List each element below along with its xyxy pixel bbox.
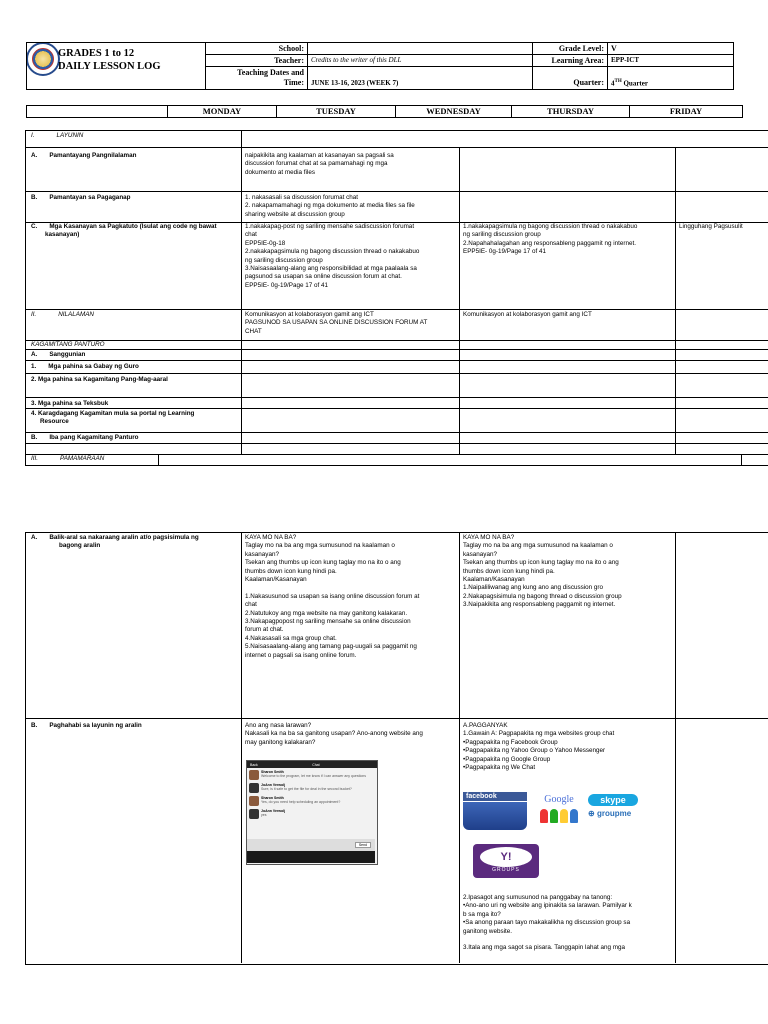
days-header bbox=[26, 105, 743, 118]
friday-mga-kasanayan: Lingguhang Pagsusulit bbox=[679, 223, 743, 230]
chat-message: Sharon Smith Welcome to the program, let me know if I can answer any questions bbox=[249, 770, 375, 780]
wednesday-mga-kasanayan: 1.nakakapagsimula ng bagong discussion thread o nakakabuo ng sariling discussion group 2.Napahahalagahan ang responsableng paggamit ng internet. EPP5IE- 0g-19/Page 17 of 41 bbox=[463, 223, 638, 256]
title-line-2: DAILY LESSON LOG bbox=[58, 61, 161, 72]
chat-messages bbox=[247, 768, 377, 821]
skype-logo: skype bbox=[588, 794, 638, 806]
monday-nilalaman: Komunikasyon at kolaborasyon gamit ang ICT PAGSUNOD SA USAPAN SA ONLINE DISCUSSION FORUM AT CHAT bbox=[245, 311, 428, 335]
day-wednesday: WEDNESDAY bbox=[396, 106, 512, 118]
groups-label: GROUPS bbox=[492, 867, 520, 873]
people-group-icon bbox=[537, 809, 581, 823]
row-gabay-ng-guro: 1. Mga pahina sa Gabay ng Guro bbox=[31, 363, 139, 370]
row-kagamitang-pang-mag-aaral: 2. Mga pahina sa Kagamitang Pang-Mag-aaral bbox=[31, 376, 168, 383]
row-paghahabi: B. Paghahabi sa layunin ng aralin bbox=[31, 722, 142, 729]
chat-input-bar bbox=[247, 839, 375, 851]
row-iba-pang-kagamitan: B. Iba pang Kagamitang Panturo bbox=[31, 434, 139, 441]
wednesday-balik-aral: KAYA MO NA BA? Taglay mo na ba ang mga sumusunod na kaalaman o kasanayan? Tsekan ang thumbs up icon kung taglay mo na ito o ang thumbs down icon kung hindi pa. Kaalaman/Kasanayan 1.Naipaliliwanag ang kung ano ang discussion gro 2.Nakapagsisimula ng bagong thread o discussion group 3.Naipakikita ang responsableng paggamit ng internet. bbox=[463, 534, 622, 609]
header-table bbox=[26, 42, 734, 90]
monday-balik-aral: KAYA MO NA BA? Taglay mo na ba ang mga sumusunod na kaalaman o kasanayan? Tsekan ang thumbs up icon kung taglay mo na ito o ang thumbs down icon kung hindi pa. Kaalaman/Kasanayan 1.Nakasusunod sa usapan sa isang online discussion forum at chat 2.Natutukoy ang mga website na may ganitong kalakaran. 3.Nakapagpopost ng sariling mensahe sa online discussion forum at chat. 4.Nakasasali sa mga group chat. 5.Naisasaalang-alang ang tamang pag-uugali sa paggamit ng internet o pagsali sa isang online forum. bbox=[245, 534, 420, 659]
row-teksbuk: 3. Mga pahina sa Teksbuk bbox=[31, 400, 109, 407]
row-balik-aral: A. Balik-aral sa nakaraang aralin at/o pagsisimula ng bagong aralin bbox=[31, 534, 199, 550]
avatar bbox=[249, 783, 259, 793]
google-group-image bbox=[537, 794, 581, 836]
procedure-table bbox=[25, 532, 768, 963]
row-mga-kasanayan: C. Mga Kasanayan sa Pagkatuto (Isulat ang code ng bawat kasanayan) bbox=[31, 223, 217, 239]
send-button: Send bbox=[355, 842, 371, 848]
quarter-label: Quarter: bbox=[533, 67, 608, 90]
teaching-dates-value: JUNE 13-16, 2023 (WEEK 7) bbox=[308, 67, 533, 90]
phone-nav-bar bbox=[247, 851, 375, 863]
avatar bbox=[249, 796, 259, 806]
row-karagdagang-kagamitan: 4. Karagdagang Kagamitan mula sa portal ng Learning Resource bbox=[31, 410, 195, 426]
yahoo-logo: Y! bbox=[480, 847, 532, 867]
day-thursday: THURSDAY bbox=[512, 106, 630, 118]
skype-groupme-image bbox=[588, 794, 644, 830]
day-monday: MONDAY bbox=[168, 106, 277, 118]
avatar bbox=[249, 809, 259, 819]
teacher-label: Teacher: bbox=[206, 55, 308, 67]
facebook-logo: facebook bbox=[463, 792, 527, 801]
chat-header: Back Chat bbox=[247, 761, 377, 768]
monday-pamantayan-sa-pagaganap: 1. nakasasali sa discussion forumat chat 2. nakapamamahagi ng mga dokumento at media files sa file sharing website at discussion group bbox=[245, 194, 415, 218]
chat-message: Sharon Smith Yes, do you need help scheduling an appointment? bbox=[249, 796, 375, 806]
title-line-1: GRADES 1 to 12 bbox=[58, 48, 135, 59]
chat-screenshot bbox=[246, 760, 378, 865]
yahoo-groups-image bbox=[473, 844, 539, 878]
lesson-table bbox=[25, 130, 768, 465]
learning-area-label: Learning Area: bbox=[533, 55, 608, 67]
day-tuesday: TUESDAY bbox=[277, 106, 396, 118]
learning-area-value: EPP-ICT bbox=[608, 55, 734, 67]
day-friday: FRIDAY bbox=[630, 106, 743, 118]
chat-message: JoAnn Verwolj yes bbox=[249, 809, 375, 819]
avatar bbox=[249, 770, 259, 780]
row-pamantayan-sa-pagaganap: B. Pamantayan sa Pagaganap bbox=[31, 194, 131, 201]
wednesday-gabay-tanong: 2.Ipasagot ang sumusunod na panggabay na tanong: •Ano-ano uri ng website ang ipinakita sa larawan. Pamilyar k b sa mga ito? •Sa anong paraan tayo makakalikha ng discussion group sa ganitong website. 3.Itala ang mga sagot sa pisara. Tanggapin lahat ang mga bbox=[463, 894, 632, 952]
row-pamantayang-pangnilalaman: A. Pamantayang Pangnilalaman bbox=[31, 152, 137, 159]
quarter-value: 4TH Quarter bbox=[608, 67, 734, 90]
monday-paghahabi: Ano ang nasa larawan? Nakasali ka na ba sa ganitong usapan? Ano-anong website ang may ganitong kalakaran? bbox=[245, 722, 423, 746]
row-kagamitang-panturo: KAGAMITANG PANTURO bbox=[31, 341, 105, 348]
groupme-logo: ⊕ groupme bbox=[588, 809, 632, 818]
school-label: School: bbox=[206, 43, 308, 55]
grade-level-value: V bbox=[608, 43, 734, 55]
grade-level-label: Grade Level: bbox=[533, 43, 608, 55]
google-logo: Google bbox=[544, 794, 574, 805]
monday-mga-kasanayan: 1.nakakapag-post ng sariling mensahe sadiscussion forumat chat EPP5IE-0g-18 2.nakakapagsimula ng bagong discussion thread o nakakabuo ng sariling discussion group 3.Naisasaalang-alang ang responsibilidad at mga paalaala sa pagsunod sa usapan sa online discussion forum at chat. EPP5IE- 0g-19/Page 17 of 41 bbox=[245, 223, 420, 289]
people-crowd-icon bbox=[463, 802, 527, 830]
row-nilalaman: II. NILALAMAN bbox=[31, 311, 94, 318]
facebook-group-image bbox=[463, 792, 530, 835]
wednesday-paggganyak: A.PAGGANYAK 1.Gawain A: Pagpapakita ng mga websites group chat •Pagpapakita ng Facebook Group •Pagpapakita ng Yahoo Group o Yahoo Messenger •Pagpapakita ng Google Group •Pagpapakita ng We Chat bbox=[463, 722, 615, 772]
teacher-value: Credits to the writer of this DLL bbox=[308, 55, 533, 67]
row-sanggunian: A. Sanggunian bbox=[31, 351, 86, 358]
wednesday-nilalaman: Komunikasyon at kolaborasyon gamit ang ICT bbox=[463, 311, 592, 318]
chat-message: JoAnn Verwolj Sure, is it safe to get the file for deal in the second bucket? bbox=[249, 783, 375, 793]
teaching-dates-label: Teaching Dates and Time: bbox=[206, 67, 308, 90]
monday-pamantayang-pangnilalaman: naipakikita ang kaalaman at kasanayan sa pagsali sa discussion forumat chat at sa pamamahagi ng mga dokumento at media files bbox=[245, 152, 394, 176]
school-value bbox=[308, 43, 533, 55]
row-pamamaraan: III. PAMAMARAAN bbox=[31, 455, 105, 462]
row-layunin: I. LAYUNIN bbox=[31, 132, 84, 139]
